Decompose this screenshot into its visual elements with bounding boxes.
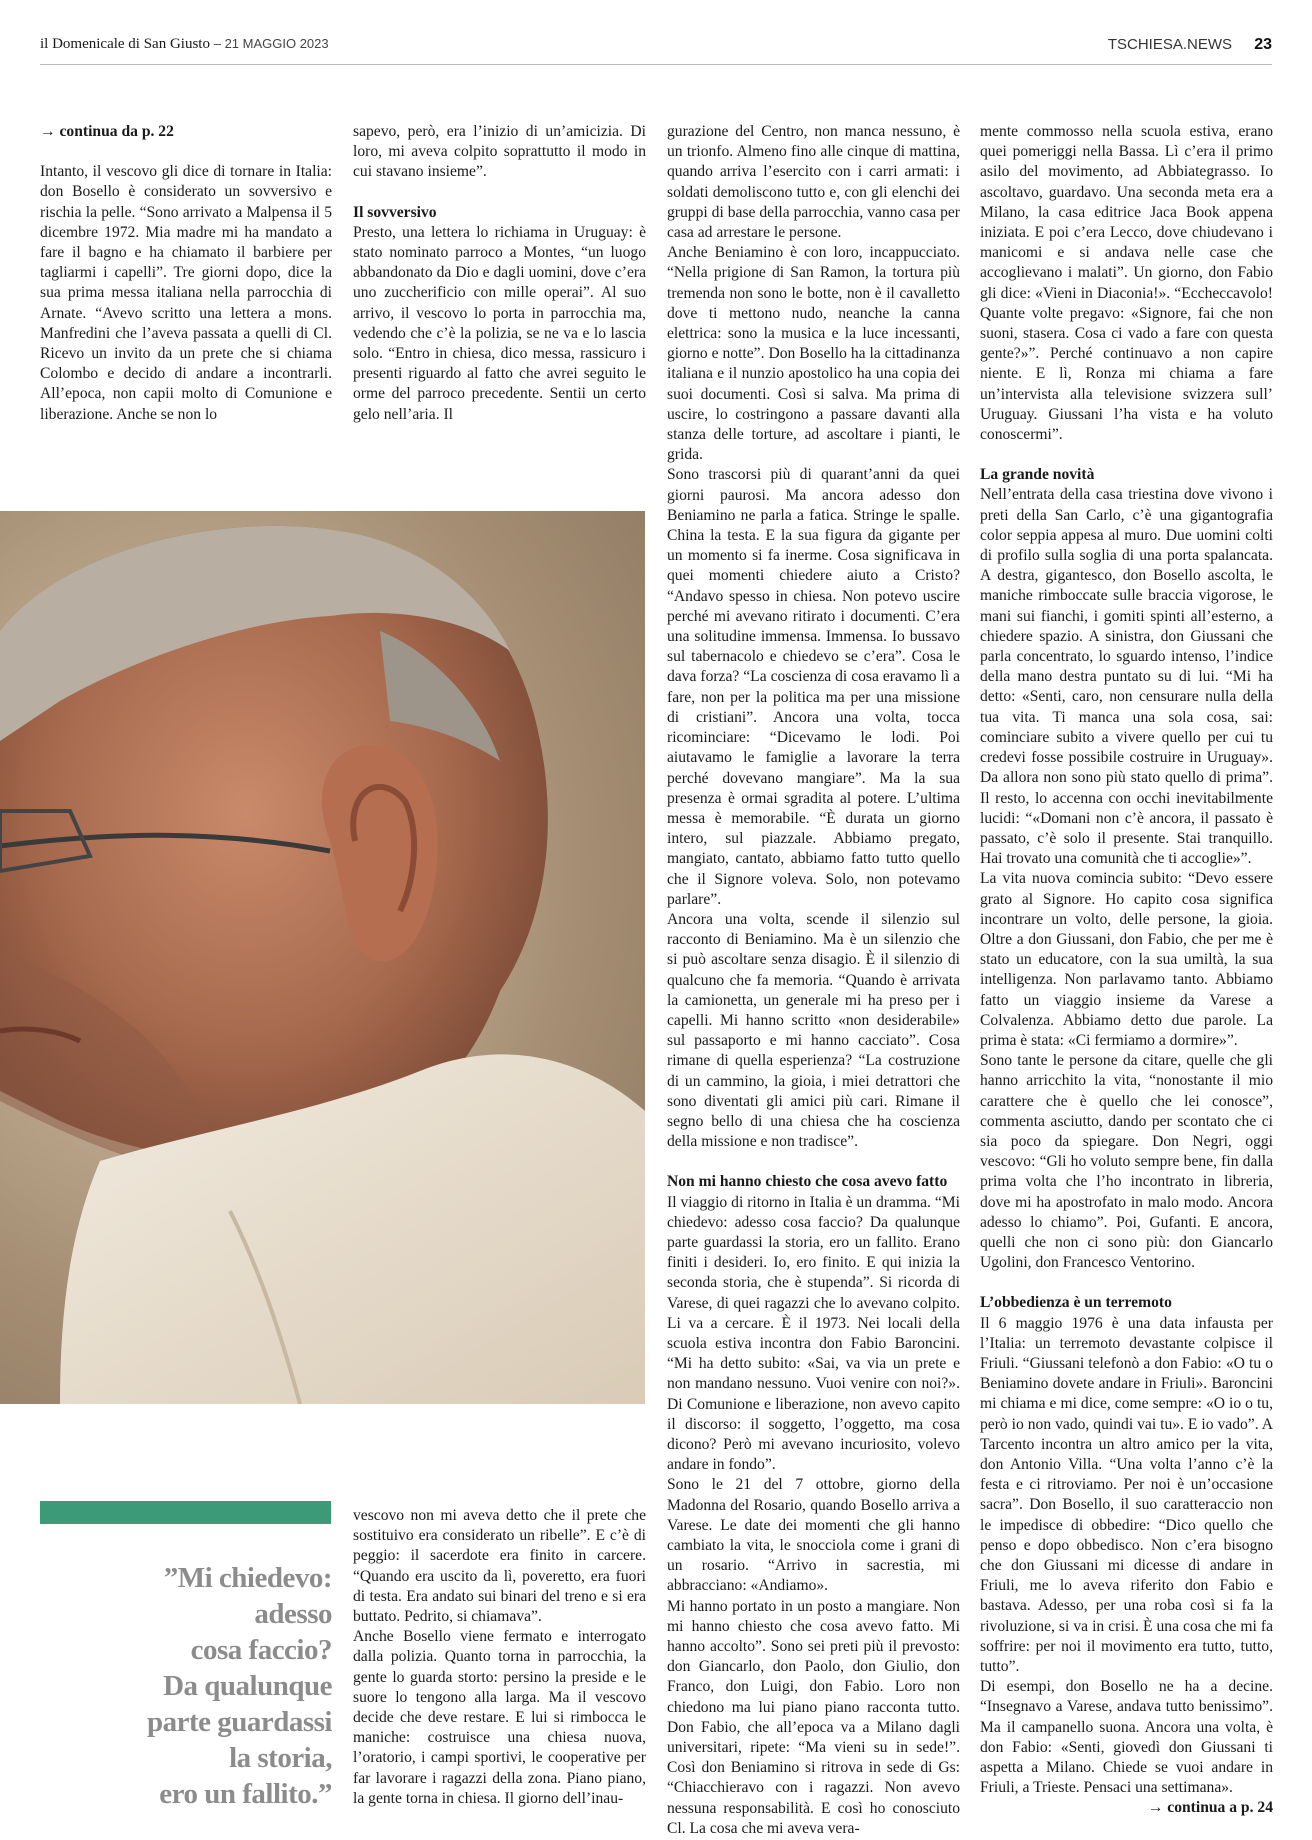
pullquote-line: ”Mi chiedevo: <box>163 1562 332 1594</box>
column-1 <box>40 122 332 425</box>
subheading: Non mi hanno chiesto che cosa avevo fatto <box>667 1173 948 1191</box>
paragraph: Sono tante le persone da citare, quelle che gli hanno arricchito la vita, “nonostante il mio carattere che è quello che lei conosce”, commenta asciutto, dando per scontato che ci sia poco da spiegare. Don Negri, oggi vescovo: “Gli ho voluto sempre bene, fin dalla prima volta che l’ho incontrato in libreria, dove mi ha apostrofato in malo modo. Ancora adesso lo chiamo”. Poi, Gufanti. E ancora, quelli che non ci sono più: don Giancarlo Ugolini, don Francesco Ventorino. <box>980 1052 1273 1272</box>
subheading: Il sovversivo <box>353 203 437 221</box>
pullquote-line: cosa faccio? <box>190 1634 332 1666</box>
site-name: TSCHIESA.NEWS <box>1107 36 1233 53</box>
paragraph: Mi hanno portato in un posto a mangiare. Non mi hanno chiesto che cosa avevo fatto. Mi hanno accolto”. Sono sei preti più il prevosto: don Giancarlo, don Paolo, don Giulio, don Franco, don Luigi, don Fabio. Loro non chiedono ma lui piano piano racconta tutto. Don Fabio, che all’epoca va a Milano dagli universitari, ripete: “Ma vieni su in sede!”. Così don Beniamino si ritrova in sede di Gs: “Chiacchieravo con i ragazzi. Non avevo nessuna responsabilità. E così ho conosciuto Cl. La cosa che mi aveva vera- <box>667 1597 960 1837</box>
pullquote <box>40 1560 332 1812</box>
paragraph: Presto, una lettera lo richiama in Uruguay: è stato nominato parroco a Montes, “un luogo abbandonato da Dio e dagli uomini, dove c’era uno zuccherificio con mille operai”. Al suo arrivo, il vescovo lo porta in parrocchia ma, vedendo che c’è la polizia, se ne va e lo lascia solo. “Entro in chiesa, dico messa, rassicuro i presenti riguardo al fatto che avrei seguito le orme del parroco precedente. Sentii un certo gelo nell’aria. Il <box>353 223 646 423</box>
publication-name: il Domenicale di San Giusto <box>40 36 210 52</box>
pullquote-accent-bar <box>40 1501 331 1524</box>
paragraph: Il 6 maggio 1976 è una data infausta per l’Italia: un terremoto devastante colpisce il Friuli. “Giussani telefonò a don Fabio: «O tu o Beniamino dovete andare in Friuli». Baroncini mi chiama e mi dice, come sempre: «O io o tu, però io non vado, quindi vai tu». E io vado”. A Tarcento incontra un altro amico per la vita, don Antonio Villa. “Una volta l’anno c’è la festa e ci ritroviamo. Per noi è un’occasione sacra”. Don Bosello, il suo caratteraccio non le impedisce di obbedire: “Dico quello che penso e dopo obbedisco. Non c’era bisogno che don Giussani mi dicesse di andare in Friuli, me lo aveva riferito don Fabio e bastava. Adesso, per una roba così si fa la rivoluzione, si va in crisi. È una cosa che mi fa soffrire: per noi il movimento era tutto, tutto, tutto”. <box>980 1314 1273 1676</box>
portrait-illustration <box>0 511 645 1404</box>
paragraph: Anche Bosello viene fermato e interrogato dalla polizia. Quanto torna in parrocchia, la gente lo guarda storto: persino la preside e le suore lo tengono alla larga. Ma il vescovo decide che deve restare. E lui si rimbocca le maniche: costruisce una chiesa nuova, l’oratorio, i campi sportivi, le cooperative per far lavorare i ragazzi della zona. Piano piano, la gente torna in chiesa. Il giorno dell’inau- <box>353 1628 646 1807</box>
continued-from: → continua da p. 22 <box>40 123 174 140</box>
pullquote-line: Da qualunque <box>163 1670 332 1702</box>
pullquote-line: ero un fallito.” <box>159 1778 332 1810</box>
paragraph: La vita nuova comincia subito: “Devo essere grato al Signore. Ho capito cosa significa incontrare un volto, delle persone, la gioia. Oltre a don Giussani, don Fabio, che per me è stato un educatore, con la sua umiltà, la sua intelligenza. Non parlavamo tanto. Abbiamo fatto un viaggio insieme da Varese a Colvalenza. Abbiamo detto due parole. La prima è stata: «Ci fermiamo a dormire»”. <box>980 870 1273 1049</box>
column-4 <box>980 122 1273 1819</box>
column-2-top <box>353 122 646 425</box>
continued-to: → continua a p. 24 <box>1147 1799 1273 1817</box>
paragraph: Anche Beniamino è con loro, incappucciato. “Nella prigione di San Ramon, la tortura più tremenda non sono le botte, non è il cavalletto dove ti mettono nudo, neanche la canna elettrica: sono la musica e la luce incessanti, giorno e notte”. Don Bosello ha la cittadinanza italiana e il nunzio apostolico ha una copia dei suoi documenti. Così si salva. Ma prima di uscire, lo costringono a passare davanti alla stanza delle torture, ad ascoltare i pianti, le grida. <box>667 244 960 464</box>
paragraph: gurazione del Centro, non manca nessuno, è un trionfo. Almeno fino alle cinque di mattina, quando arriva l’esercito con i carri armati: i soldati demoliscono tutto e, con gli elenchi dei gruppi di base della parrocchia, vanno casa per casa ad arrestare le persone. <box>667 123 960 242</box>
pullquote-line: parte guardassi <box>146 1706 332 1738</box>
paragraph: mente commosso nella scuola estiva, erano quei pomeriggi nella Bassa. Lì c’era il primo asilo del movimento, ad Abbiategrasso. Io ascoltavo, guardavo. Una seconda meta era a Milano, la casa editrice Jaca Book appena iniziata. E poi c’era Lecco, dove chiudevano i manicomi e si andava nelle case che accoglievano i malati”. Un giorno, don Fabio gli dice: «Vieni in Diaconia!». “Eccheccavolo! Quante volte pregavo: «Signore, fai che non suoni, stasera. Cosa ci vado a fare con questa gente?»”. Perché continuavo a non capire niente. E lì, Ronza mi chiama a fare un’intervista alla televisione svizzera sull’ Uruguay. Giussani l’ha vista e ha voluto conoscermi”. <box>980 123 1273 444</box>
subheading: La grande novità <box>980 466 1095 484</box>
portrait-photo <box>0 511 645 1404</box>
paragraph: sapevo, però, era l’inizio di un’amicizia. Di loro, mi aveva colpito soprattutto il modo in cui stavano insieme”. <box>353 123 646 181</box>
paragraph: Di esempi, don Bosello ne ha a decine. “Insegnavo a Varese, andava tutto benissimo”. Ma il campanello suona. Ancora una volta, è don Fabio: «Senti, giovedì don Giussani ti aspetta a Milano. Chiede se vuoi andare in Friuli, a Trieste. Pensaci una settimana». <box>980 1678 1273 1797</box>
header-publication <box>40 36 329 53</box>
header-rule <box>40 64 1272 65</box>
subheading: L’obbedienza è un terremoto <box>980 1294 1172 1312</box>
paragraph: Il viaggio di ritorno in Italia è un dramma. “Mi chiedevo: adesso cosa faccio? Da qualunque parte guardassi la storia, ero un fallito. Erano finiti i desideri. Io, ero finito. E qui inizia la seconda storia, che è stupenda”. Si ricorda di Varese, di quei ragazzi che lo avevano colpito. Li va a cercare. È il 1973. Nei locali della scuola estiva incontra don Fabio Baroncini. “Mi ha detto subito: «Sai, va via un prete e non mandano nessuno. Vuoi venire con noi?». Di Comunione e liberazione, non avevo capito il discorso: il soggetto, l’oggetto, ma cosa dicono? Però mi avevano incuriosito, volevo andare in fondo”. <box>667 1193 960 1474</box>
column-2-bottom <box>353 1506 646 1809</box>
paragraph: Intanto, il vescovo gli dice di tornare in Italia: don Bosello è considerato un sovversivo e rischia la pelle. “Sono arrivato a Malpensa il 5 dicembre 1972. Mia madre mi ha mandato a fare il bagno e ha chiamato il barbiere per tagliarmi i capelli”. Tre giorni dopo, dice la sua prima messa italiana nella parrocchia di Arnate. “Avevo scritto una lettera a mons. Manfredini che l’aveva passata a quelli di Cl. Ricevo un invito da un prete che si chiama Colombo e decido di andare a incontrarli. All’epoca, non capii molto di Comunione e liberazione. Anche se non lo <box>40 163 332 423</box>
paragraph: Sono trascorsi più di quarant’anni da quei giorni paurosi. Ma ancora adesso don Beniamino ne parla a fatica. Stringe le spalle. China la testa. E la sua figura da gigante per un momento si fa inerme. Cosa significava in quei momenti chiedere aiuto a Cristo? “Andavo spesso in chiesa. Non potevo uscire perché mi avevano ritirato i documenti. C’era una solitudine immensa. Immensa. Io bussavo sul tabernacolo e chiedevo se c’era”. Cosa le dava forza? “La coscienza di cosa eravamo lì a fare, non per la politica ma per una missione di cristiani”. Ancora una volta, tocca ricominciare: “Dicevamo le lodi. Poi aiutavamo le famiglie a lavorare la terra perché dovevano mangiare”. Ma la sua presenza è ormai sgradita al potere. L’ultima messa è memorabile. “È durata un giorno intero, sul piazzale. Abbiamo pregato, mangiato, cantato, abbiamo fatto tutto quello che il Signore voleva. Solo, non potevamo parlare”. <box>667 466 960 908</box>
header-site <box>1108 36 1272 54</box>
paragraph: Nell’entrata della casa triestina dove vivono i preti della San Carlo, c’è una gigantografia color seppia appesa al muro. Due uomini colti di profilo sulla soglia di una porta spalancata. A destra, gigantesco, don Bosello ascolta, le maniche rimboccate sulle braccia vigorose, le mani sui fianchi, i gomiti spinti all’esterno, a chiedere spazio. A sinistra, don Giussani che parla concentrato, lo sguardo intenso, l’indice della mano destra puntato su di lui. “Mi ha detto: «Senti, caro, non censurare nulla della tua vita. Ti manca una sola cosa, sai: cominciare subito a vivere quello per cui tu credevi fosse possibile costruire in Uruguay». Da allora non sono più stato quello di prima”. Il resto, lo accenna con occhi inevitabilmente lucidi: “«Domani non c’è ancora, il passato è passato, c’è solo il presente. Stai tranquillo. Hai trovato una comunità che ti accoglie»”. <box>980 486 1273 868</box>
paragraph: vescovo non mi aveva detto che il prete che sostituivo era considerato un ribelle”. E c’è di peggio: il sacerdote era finito in carcere. “Quando era uscito da lì, poveretto, era fuori di testa. Era andato sui binari del treno e si era buttato. Pedrito, si chiamava”. <box>353 1507 646 1626</box>
paragraph: Sono le 21 del 7 ottobre, giorno della Madonna del Rosario, quando Bosello arriva a Varese. Le date dei momenti che gli hanno cambiato la vita, le snocciola come i grani di un rosario. “Arrivo in sacrestia, mi abbracciano: «Andiamo». <box>667 1476 960 1595</box>
pullquote-line: adesso <box>254 1598 332 1630</box>
pullquote-line: la storia, <box>229 1742 332 1774</box>
page-number: 23 <box>1254 36 1272 53</box>
column-3 <box>667 122 960 1839</box>
issue-date: – 21 MAGGIO 2023 <box>213 36 329 51</box>
paragraph: Ancora una volta, scende il silenzio sul racconto di Beniamino. Ma è un silenzio che si può ascoltare senza disagio. È il silenzio di qualcuno che fa memoria. “Quando è arrivata la camionetta, un generale mi ha preso per i capelli. Mi hanno scritto «non desiderabile» sul passaporto e mi hanno cacciato”. Cosa rimane di quella esperienza? “La costruzione di un cammino, la gioia, i miei detrattori che sono diventati gli amici più cari. Rimane il segno bello di una chiesa che ha coscienza della missione e non tradisce”. <box>667 910 960 1151</box>
